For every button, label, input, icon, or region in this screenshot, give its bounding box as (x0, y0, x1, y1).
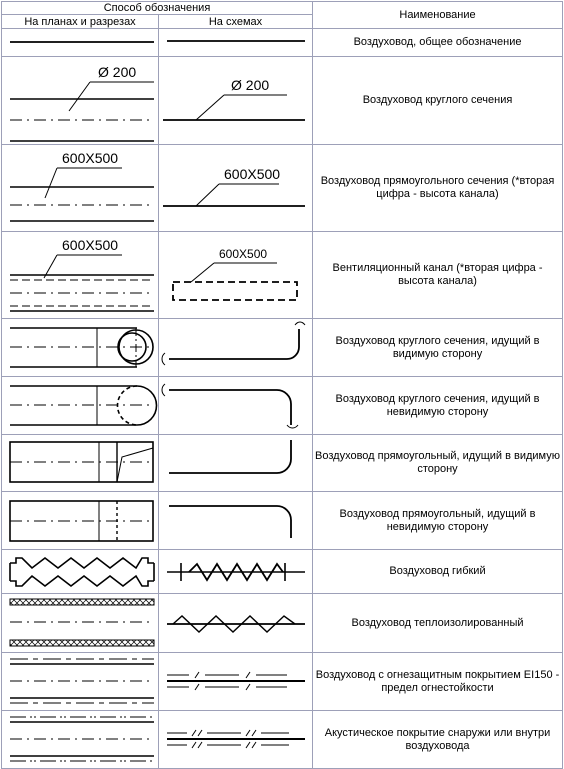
scheme-symbol-round-hidden (159, 377, 313, 435)
plan-symbol-rect-visible (2, 435, 159, 492)
method-header: Способ обозначения (2, 2, 313, 15)
name-header: Наименование (313, 2, 563, 29)
scheme-symbol-rect-hidden (159, 492, 313, 550)
plan-symbol-vent-channel (2, 232, 159, 319)
scheme-symbol-fireproof (159, 653, 313, 711)
row-name: Воздуховод прямоугольный, идущий в видимую сторону (313, 435, 563, 492)
scheme-label-rect: 600X500 (224, 166, 281, 182)
plan-symbol-round-visible (2, 319, 159, 377)
plan-symbol-rect-hidden (2, 492, 159, 550)
row-name: Вентиляционный канал (*вторая цифра - высота канала) (313, 232, 563, 319)
plan-label-channel: 600X500 (62, 237, 119, 253)
plan-symbol-acoustic (2, 711, 159, 769)
plan-symbol-flexible (2, 550, 159, 594)
schemes-column-header: На схемах (159, 15, 313, 29)
scheme-symbol-round-duct (159, 57, 313, 145)
row-name: Воздуховод с огнезащитным покрытием EI150 - предел огнестойкости (313, 653, 563, 711)
scheme-symbol-general-duct (159, 29, 313, 57)
plan-symbol-insulated (2, 594, 159, 653)
row-name: Воздуховод круглого сечения, идущий в невидимую сторону (313, 377, 563, 435)
plans-column-header: На планах и разрезах (2, 15, 159, 29)
scheme-symbol-rect-duct (159, 145, 313, 232)
row-name: Акустическое покрытие снаружи или внутри воздуховода (313, 711, 563, 769)
row-name: Воздуховод гибкий (313, 550, 563, 594)
plan-label-rect: 600X500 (62, 150, 119, 166)
scheme-label-channel: 600X500 (219, 247, 268, 261)
row-name: Воздуховод теплоизолированный (313, 594, 563, 653)
plan-symbol-round-hidden (2, 377, 159, 435)
scheme-symbol-acoustic (159, 711, 313, 769)
plan-symbol-fireproof (2, 653, 159, 711)
row-name: Воздуховод прямоугольного сечения (*вторая цифра - высота канала) (313, 145, 563, 232)
row-name: Воздуховод круглого сечения (313, 57, 563, 145)
plan-symbol-round-duct (2, 57, 159, 145)
duct-symbols-table (1, 1, 563, 769)
scheme-symbol-round-visible (159, 319, 313, 377)
plan-label-round: Ø 200 (98, 64, 137, 80)
scheme-symbol-vent-channel (159, 232, 313, 319)
row-name: Воздуховод, общее обозначение (313, 29, 563, 57)
scheme-symbol-rect-visible (159, 435, 313, 492)
scheme-symbol-insulated (159, 594, 313, 653)
row-name: Воздуховод круглого сечения, идущий в видимую сторону (313, 319, 563, 377)
plan-symbol-rect-duct (2, 145, 159, 232)
row-name: Воздуховод прямоугольный, идущий в невидимую сторону (313, 492, 563, 550)
scheme-symbol-flexible (159, 550, 313, 594)
scheme-label-round: Ø 200 (231, 77, 270, 93)
plan-symbol-general-duct (2, 29, 159, 57)
